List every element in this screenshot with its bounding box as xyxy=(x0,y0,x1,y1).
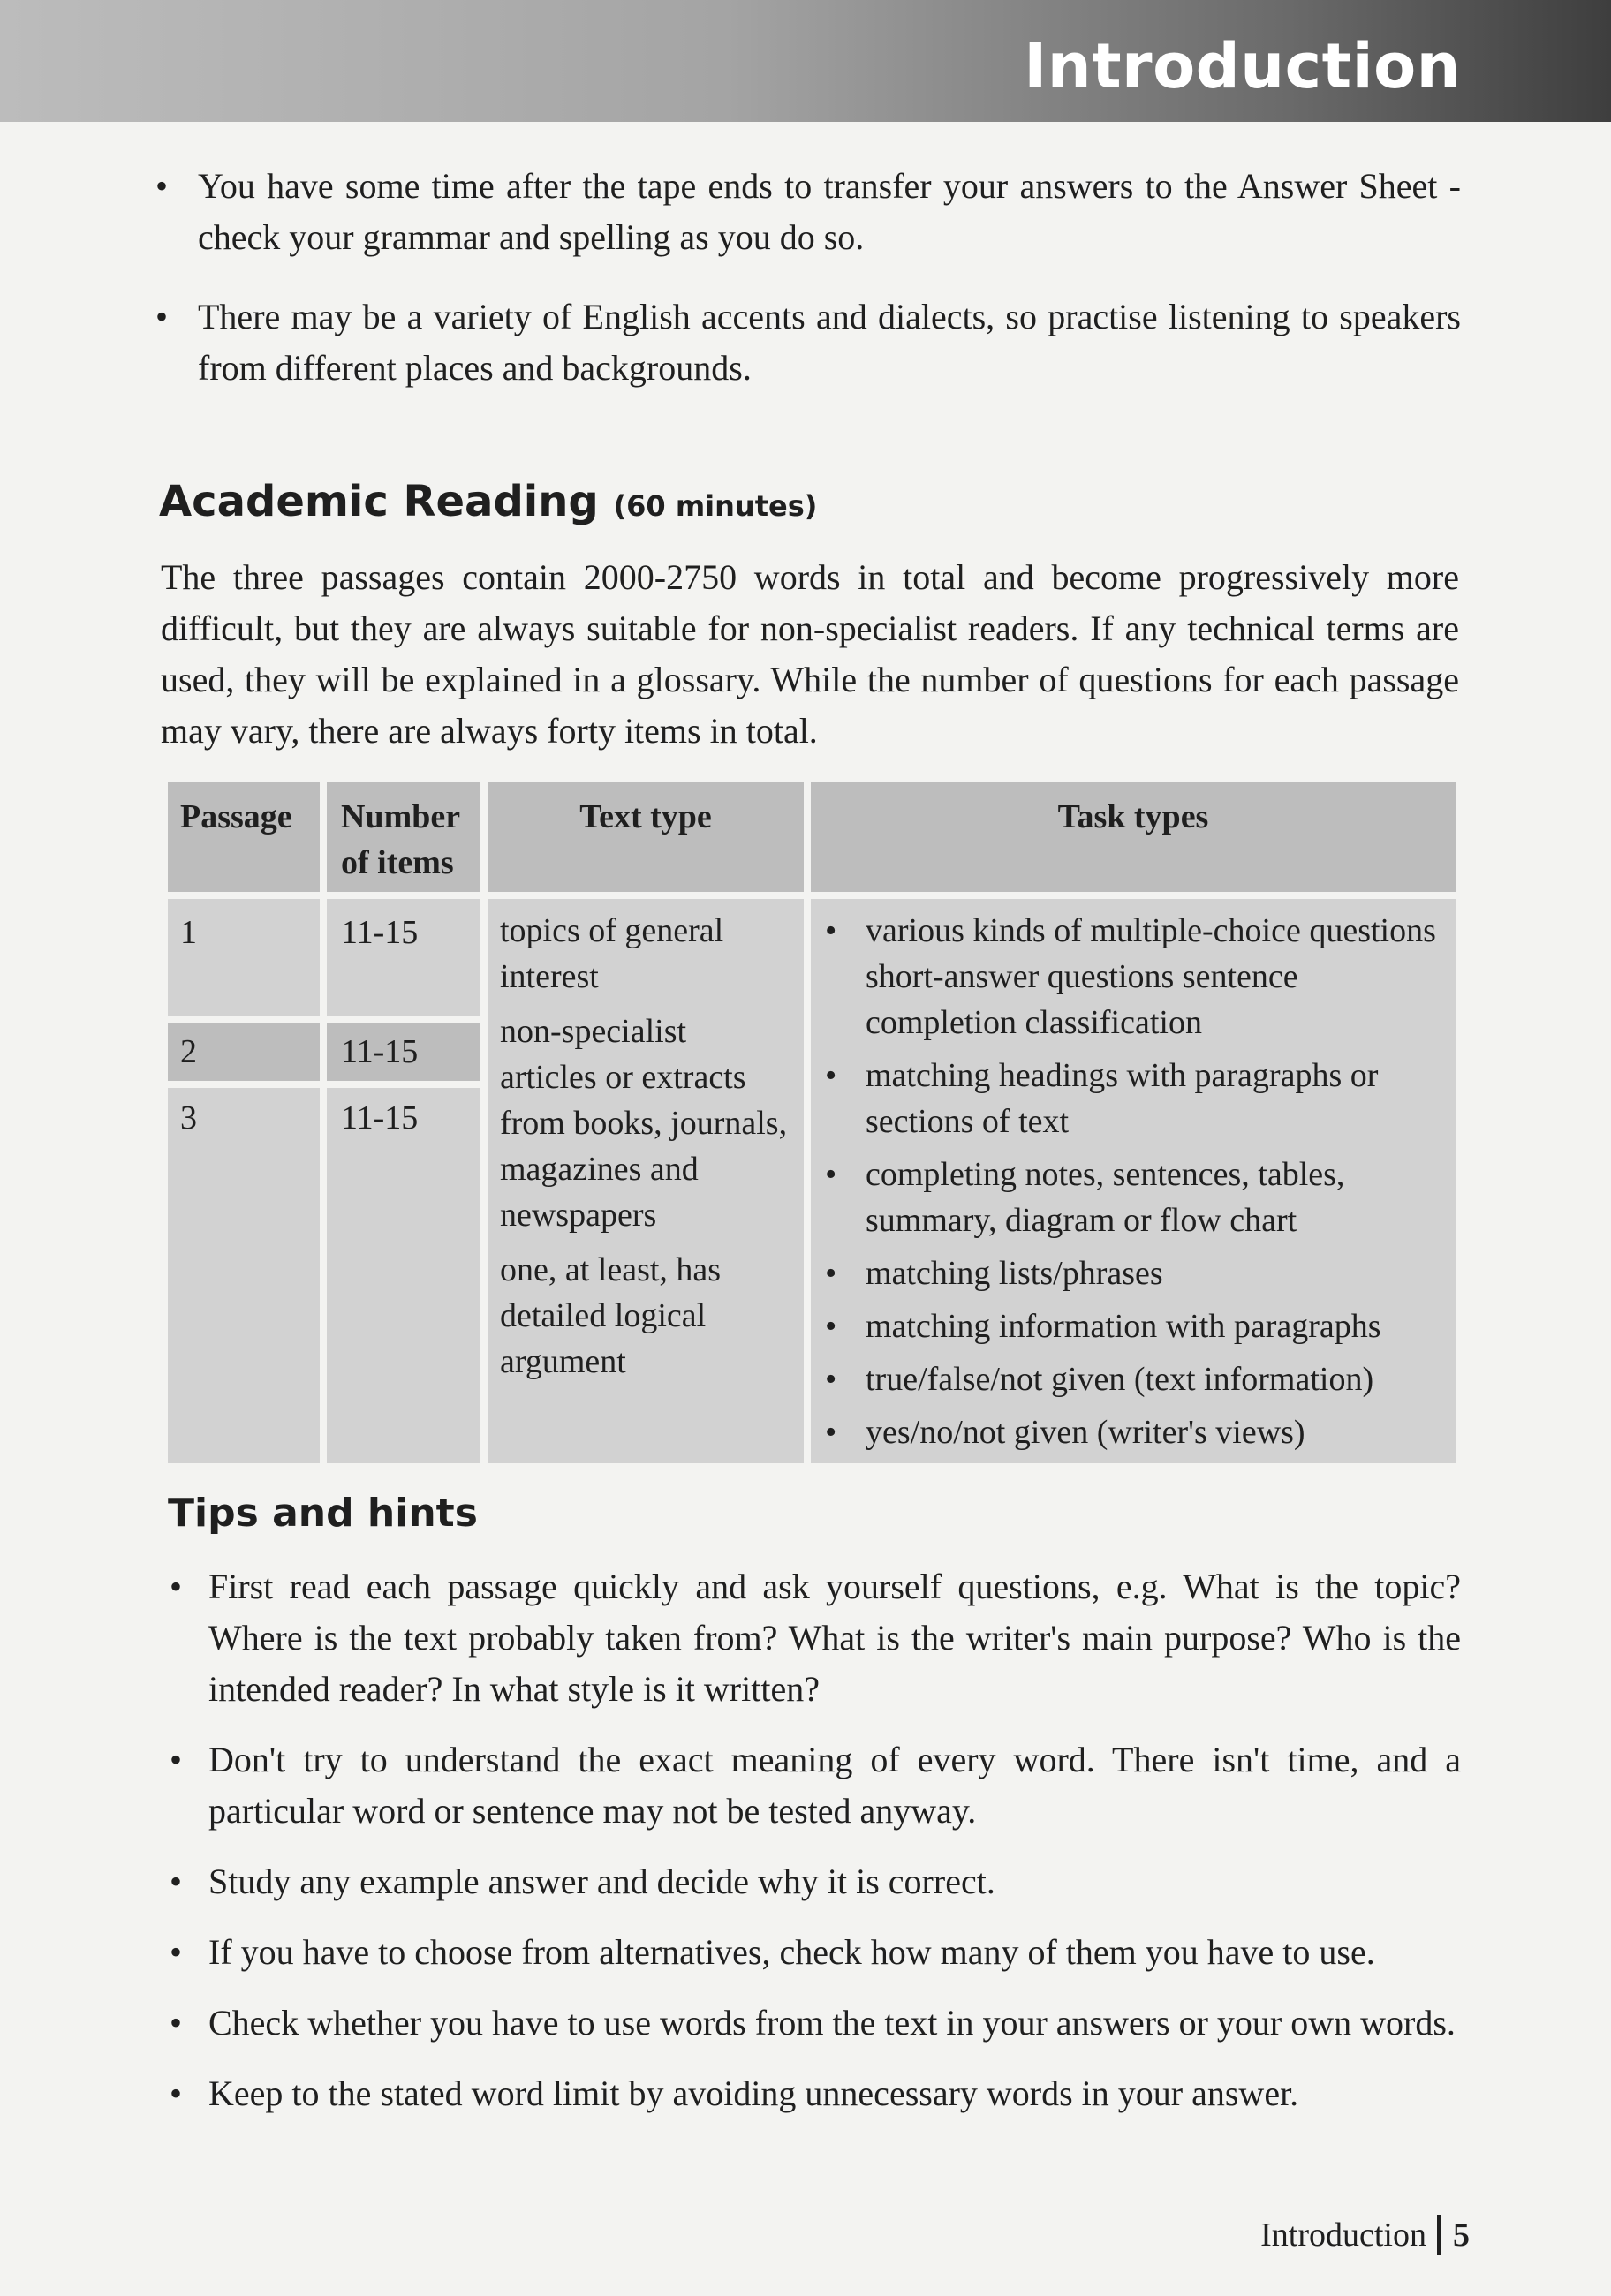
bullet-icon: • xyxy=(170,1932,183,1972)
bullet-icon: • xyxy=(170,1740,183,1779)
tip-text: Check whether you have to use words from the text in your answers or your own words. xyxy=(208,2003,1456,2043)
task-type-text: true/false/not given (text information) xyxy=(866,1361,1374,1398)
list-item xyxy=(811,1053,1438,1144)
list-item xyxy=(811,1250,1438,1296)
list-item xyxy=(154,291,1461,394)
tip-text: First read each passage quickly and ask yourself questions, e.g. What is the topic? Where is the text probably taken from? What is the writer's main purpose? Who is the intended reader? In what style is it written? xyxy=(208,1567,1461,1709)
bullet-icon: • xyxy=(825,1156,837,1193)
task-type-text: matching headings with paragraphs or sections of text xyxy=(866,1057,1379,1140)
text-type-3: one, at least, has detailed logical argument xyxy=(500,1251,722,1380)
list-item xyxy=(168,2068,1461,2119)
list-item xyxy=(154,161,1461,263)
table-row-2-passage: 2 xyxy=(168,1023,320,1081)
footer-divider xyxy=(1437,2215,1441,2255)
table-row-3-items: 11-15 xyxy=(327,1088,480,1463)
section-intro: The three passages contain 2000-2750 words in total and become progressively more difficult, but they are always suitable for non-specialist readers. If any technical terms are used, they will be explained in a glossary. While the number of questions for each passage may vary, there are always forty items in total. xyxy=(161,557,1459,751)
top-bullet-list xyxy=(154,161,1461,422)
bullet-icon: • xyxy=(825,912,837,949)
bullet-icon: • xyxy=(170,1567,183,1606)
section-title: Academic Reading xyxy=(159,477,599,526)
page-title: Introduction xyxy=(1024,30,1461,102)
bullet-icon: • xyxy=(825,1361,837,1398)
bullet-icon: • xyxy=(170,1862,183,1901)
header-band xyxy=(0,0,1611,122)
bullet-icon: • xyxy=(825,1057,837,1094)
tip-text: Don't try to understand the exact meaning of every word. There isn't time, and a particular word or sentence may not be tested anyway. xyxy=(208,1740,1461,1831)
tip-text: Study any example answer and decide why it is correct. xyxy=(208,1862,995,1901)
bullet-icon: • xyxy=(825,1414,837,1451)
list-item xyxy=(168,1856,1461,1907)
table-row-2-items: 11-15 xyxy=(327,1023,480,1081)
page-footer xyxy=(1260,2215,1470,2255)
list-item xyxy=(811,1152,1438,1243)
task-types-list xyxy=(811,908,1438,1455)
header-task-types: Task types xyxy=(811,782,1456,892)
tip-text: If you have to choose from alternatives, check how many of them you have to use. xyxy=(208,1932,1375,1972)
list-item xyxy=(811,1303,1438,1349)
bullet-icon: • xyxy=(155,297,169,336)
list-item xyxy=(168,1998,1461,2049)
text-type-cell xyxy=(488,899,804,1463)
tips-list xyxy=(168,1561,1461,2139)
header-passage: Passage xyxy=(168,782,320,892)
tip-text: Keep to the stated word limit by avoiding unnecessary words in your answer. xyxy=(208,2073,1299,2113)
task-type-text: yes/no/not given (writer's views) xyxy=(866,1414,1305,1451)
table-row-1-items: 11-15 xyxy=(327,899,480,1016)
table-row-3-passage: 3 xyxy=(168,1088,320,1463)
text-type-2: non-specialist articles or extracts from books, journals, magazines and newspapers xyxy=(500,1013,788,1234)
tips-heading: Tips and hints xyxy=(168,1491,478,1536)
task-type-text: various kinds of multiple-choice questions short-answer questions sentence completion classification xyxy=(866,912,1436,1041)
list-item xyxy=(811,1356,1438,1402)
task-type-text: matching lists/phrases xyxy=(866,1255,1163,1292)
task-types-cell xyxy=(811,899,1456,1463)
section-duration: (60 minutes) xyxy=(613,489,818,523)
list-item xyxy=(168,1927,1461,1978)
header-items-line2: of items xyxy=(341,844,454,881)
header-text-type: Text type xyxy=(488,782,804,892)
header-items-line1: Number xyxy=(341,798,461,835)
bullet-icon: • xyxy=(825,1308,837,1345)
list-item xyxy=(168,1734,1461,1837)
list-item xyxy=(168,1561,1461,1715)
bullet-icon: • xyxy=(170,2003,183,2043)
bullet-icon: • xyxy=(155,166,169,206)
reading-table xyxy=(168,782,1456,1466)
bullet-icon: • xyxy=(170,2073,183,2113)
task-type-text: completing notes, sentences, tables, summary, diagram or flow chart xyxy=(866,1156,1345,1239)
header-number-of-items xyxy=(327,782,480,892)
page-number: 5 xyxy=(1453,2217,1470,2254)
footer-label: Introduction xyxy=(1260,2217,1426,2254)
section-heading xyxy=(159,477,817,526)
bullet-icon: • xyxy=(825,1255,837,1292)
bullet-text: There may be a variety of English accents and dialects, so practise listening to speakers from different places and backgrounds. xyxy=(198,297,1461,388)
text-type-1: topics of general interest xyxy=(500,912,724,995)
bullet-text: You have some time after the tape ends to transfer your answers to the Answer Sheet - check your grammar and spelling as you do so. xyxy=(198,166,1461,257)
list-item xyxy=(811,908,1438,1046)
task-type-text: matching information with paragraphs xyxy=(866,1308,1381,1345)
table-row-1-passage: 1 xyxy=(168,899,320,1016)
list-item xyxy=(811,1409,1438,1455)
